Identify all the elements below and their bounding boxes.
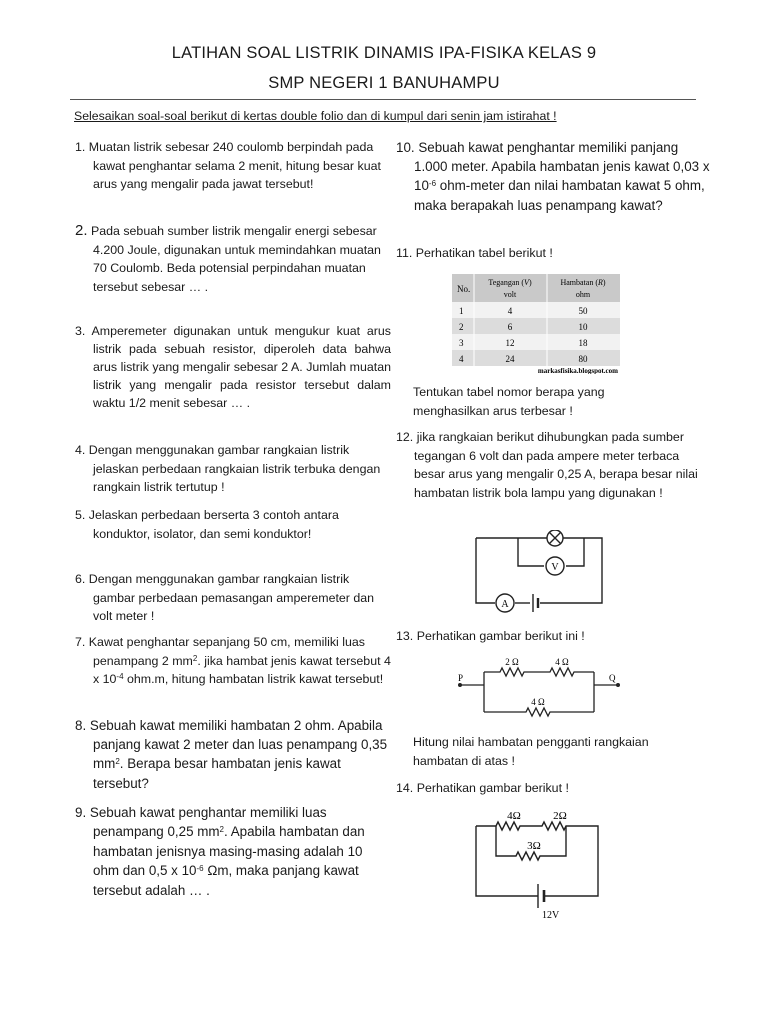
table-watermark: markasfisika.blogspot.com: [537, 367, 618, 374]
circuit-diagram-12: [470, 530, 620, 616]
question-14: [396, 779, 694, 798]
question-text: Perhatikan tabel berikut !: [415, 246, 553, 260]
resistor-2-label: 2Ω: [553, 810, 567, 822]
resistor-3-label: 4 Ω: [531, 697, 545, 707]
table-header-voltage: Tegangan (V): [488, 278, 532, 287]
question-13: [396, 627, 694, 646]
question-text-part-c: Ωm, maka panjang kawat tersebut adalah … .: [93, 863, 359, 898]
question-number: 11.: [396, 246, 413, 260]
question-9: [75, 803, 391, 900]
question-text-part-b: . Apabila hambatan dan hambatan jenisnya masing-masing adalah 10 ohm dan 0,5 x 10: [93, 824, 365, 879]
terminal-p-label: P: [458, 673, 464, 683]
question-number: 1.: [75, 140, 86, 154]
question-12: [396, 428, 712, 502]
question-8: [75, 716, 391, 793]
question-6: [75, 570, 383, 626]
question-number: 7.: [75, 635, 86, 649]
question-text: Jelaskan perbedaan berserta 3 contoh antara konduktor, isolator, dan semi konduktor!: [88, 508, 350, 541]
question-7: [75, 633, 391, 689]
question-number: 6.: [75, 572, 86, 586]
superscript: 2: [219, 825, 224, 835]
question-text-part-b: . jika hambat jenis kawat tersebut 4 x 10: [93, 653, 391, 687]
question-13-followup: Hitung nilai hambatan pengganti rangkaian hambatan di atas !: [413, 735, 649, 768]
circuit-diagram-13: [454, 652, 626, 726]
header-divider: [70, 99, 696, 100]
question-number: 3.: [75, 324, 86, 338]
title-line-2: SMP NEGERI 1 BANUHAMPU: [268, 74, 500, 92]
question-10: [396, 138, 714, 215]
question-number: 5.: [75, 508, 86, 522]
question-text: Pada sebuah sumber listrik mengalir energi sebesar 4.200 Joule, digunakan untuk memindahkan muatan 70 Coulomb. Beda potensial perpindahan muatan tersebut sebesar … .: [90, 224, 381, 294]
battery-label: 12V: [542, 910, 560, 918]
resistance-table: [452, 274, 620, 374]
question-number: 12.: [396, 430, 414, 444]
question-text-part-a: Sebuah kawat penghantar memiliki luas penampang 0,25 mm: [89, 805, 327, 840]
superscript: -6: [196, 864, 204, 874]
table-cell: 50: [578, 306, 588, 316]
table-cell: 18: [578, 338, 588, 348]
question-number: 10.: [396, 140, 415, 155]
superscript: -6: [428, 179, 437, 189]
question-number: 2.: [75, 222, 88, 239]
question-text: Amperemeter digunakan untuk mengukur kuat arus listrik pada sebuah resistor, diperoleh data bahwa arus listrik yang mengalir sebesar 2 A. Jumlah muatan listrik yang mengalir pada resistor tersebut dalam waktu 1/2 menit sebesar … .: [91, 324, 392, 410]
question-number: 13.: [396, 629, 414, 643]
question-number: 14.: [396, 781, 414, 795]
table-cell: 80: [578, 354, 588, 364]
table-cell: 12: [505, 338, 515, 348]
table-cell: 1: [459, 306, 464, 316]
superscript: -4: [116, 672, 124, 682]
voltmeter-label: V: [551, 562, 559, 573]
table-header-voltage-unit: volt: [503, 290, 517, 299]
resistor-1-label: 4Ω: [507, 810, 521, 822]
question-number: 4.: [75, 443, 86, 457]
question-text: Muatan listrik sebesar 240 coulomb berpindah pada kawat penghantar selama 2 menit, hitung besar kuat arus yang mengalir pada jawat tersebut!: [88, 140, 381, 192]
question-text-part-b: ohm-meter dan nilai hambatan kawat 5 ohm, maka berapakah luas penampang kawat?: [414, 178, 705, 213]
resistor-2-label: 4 Ω: [555, 657, 569, 667]
resistor-3-label: 3Ω: [527, 840, 541, 852]
table-header-resistance-unit: ohm: [575, 290, 591, 299]
question-text-part-a: Sebuah kawat penghantar memiliki panjang 1.000 meter. Apabila hambatan jenis kawat 0,03 x 10: [414, 140, 710, 194]
table-cell: 6: [507, 322, 513, 332]
table-cell: 2: [459, 322, 464, 332]
question-text-part-c: ohm.m, hitung hambatan listrik kawat tersebut!: [123, 672, 384, 687]
question-4: [75, 441, 391, 497]
table-cell: 4: [459, 354, 464, 364]
table-cell: 24: [505, 354, 515, 364]
question-2: [75, 222, 391, 296]
question-text: Perhatikan gambar berikut ini !: [416, 629, 585, 643]
superscript: 2: [192, 653, 198, 663]
question-text-part-a: Kawat penghantar sepanjang 50 cm, memiliki luas penampang 2 mm: [88, 635, 365, 668]
resistor-1-label: 2 Ω: [505, 657, 519, 667]
question-text: Dengan menggunakan gambar rangkaian listrik jelaskan perbedaan rangkaian listrik terbuka dengan rangkain listrik tertutup !: [88, 443, 381, 495]
instruction-text: Selesaikan soal-soal berikut di kertas double folio dan di kumpul dari senin jam istirahat !: [74, 109, 557, 123]
question-text: jika rangkaian berikut dihubungkan pada sumber tegangan 6 volt dan pada ampere meter terbaca besar arus yang mengalir 0,25 A, berapa besar nilai hambatan listrik bola lampu yang digunakan !: [414, 430, 698, 500]
terminal-q-label: Q: [609, 673, 616, 683]
title-line-1: LATIHAN SOAL LISTRIK DINAMIS IPA-FISIKA KELAS 9: [171, 44, 597, 62]
table-cell: 3: [459, 338, 464, 348]
question-11: [396, 244, 696, 263]
table-header-no: No.: [457, 284, 471, 294]
question-text-part-a: Sebuah kawat memiliki hambatan 2 ohm. Apabila panjang kawat 2 meter dan luas penampang 0,35 mm: [89, 718, 388, 772]
question-text: Perhatikan gambar berikut !: [416, 781, 569, 795]
table-cell: 4: [507, 306, 513, 316]
question-number: 8.: [75, 718, 87, 733]
question-text-part-b: . Berapa besar hambatan jenis kawat tersebut?: [93, 756, 341, 791]
superscript: 2: [115, 757, 120, 767]
question-text: Dengan menggunakan gambar rangkaian listrik gambar perbedaan pemasangan amperemeter dan volt meter !: [88, 572, 375, 624]
table-header-resistance: Hambatan (R): [560, 278, 606, 287]
circuit-diagram-14: [466, 806, 608, 918]
question-3: [75, 322, 391, 412]
question-5: [75, 506, 373, 543]
question-1: [75, 138, 391, 194]
question-11-followup: Tentukan tabel nomor berapa yang menghasilkan arus terbesar !: [413, 385, 605, 418]
ammeter-label: A: [501, 599, 509, 610]
table-cell: 10: [578, 322, 588, 332]
question-number: 9.: [75, 805, 87, 820]
